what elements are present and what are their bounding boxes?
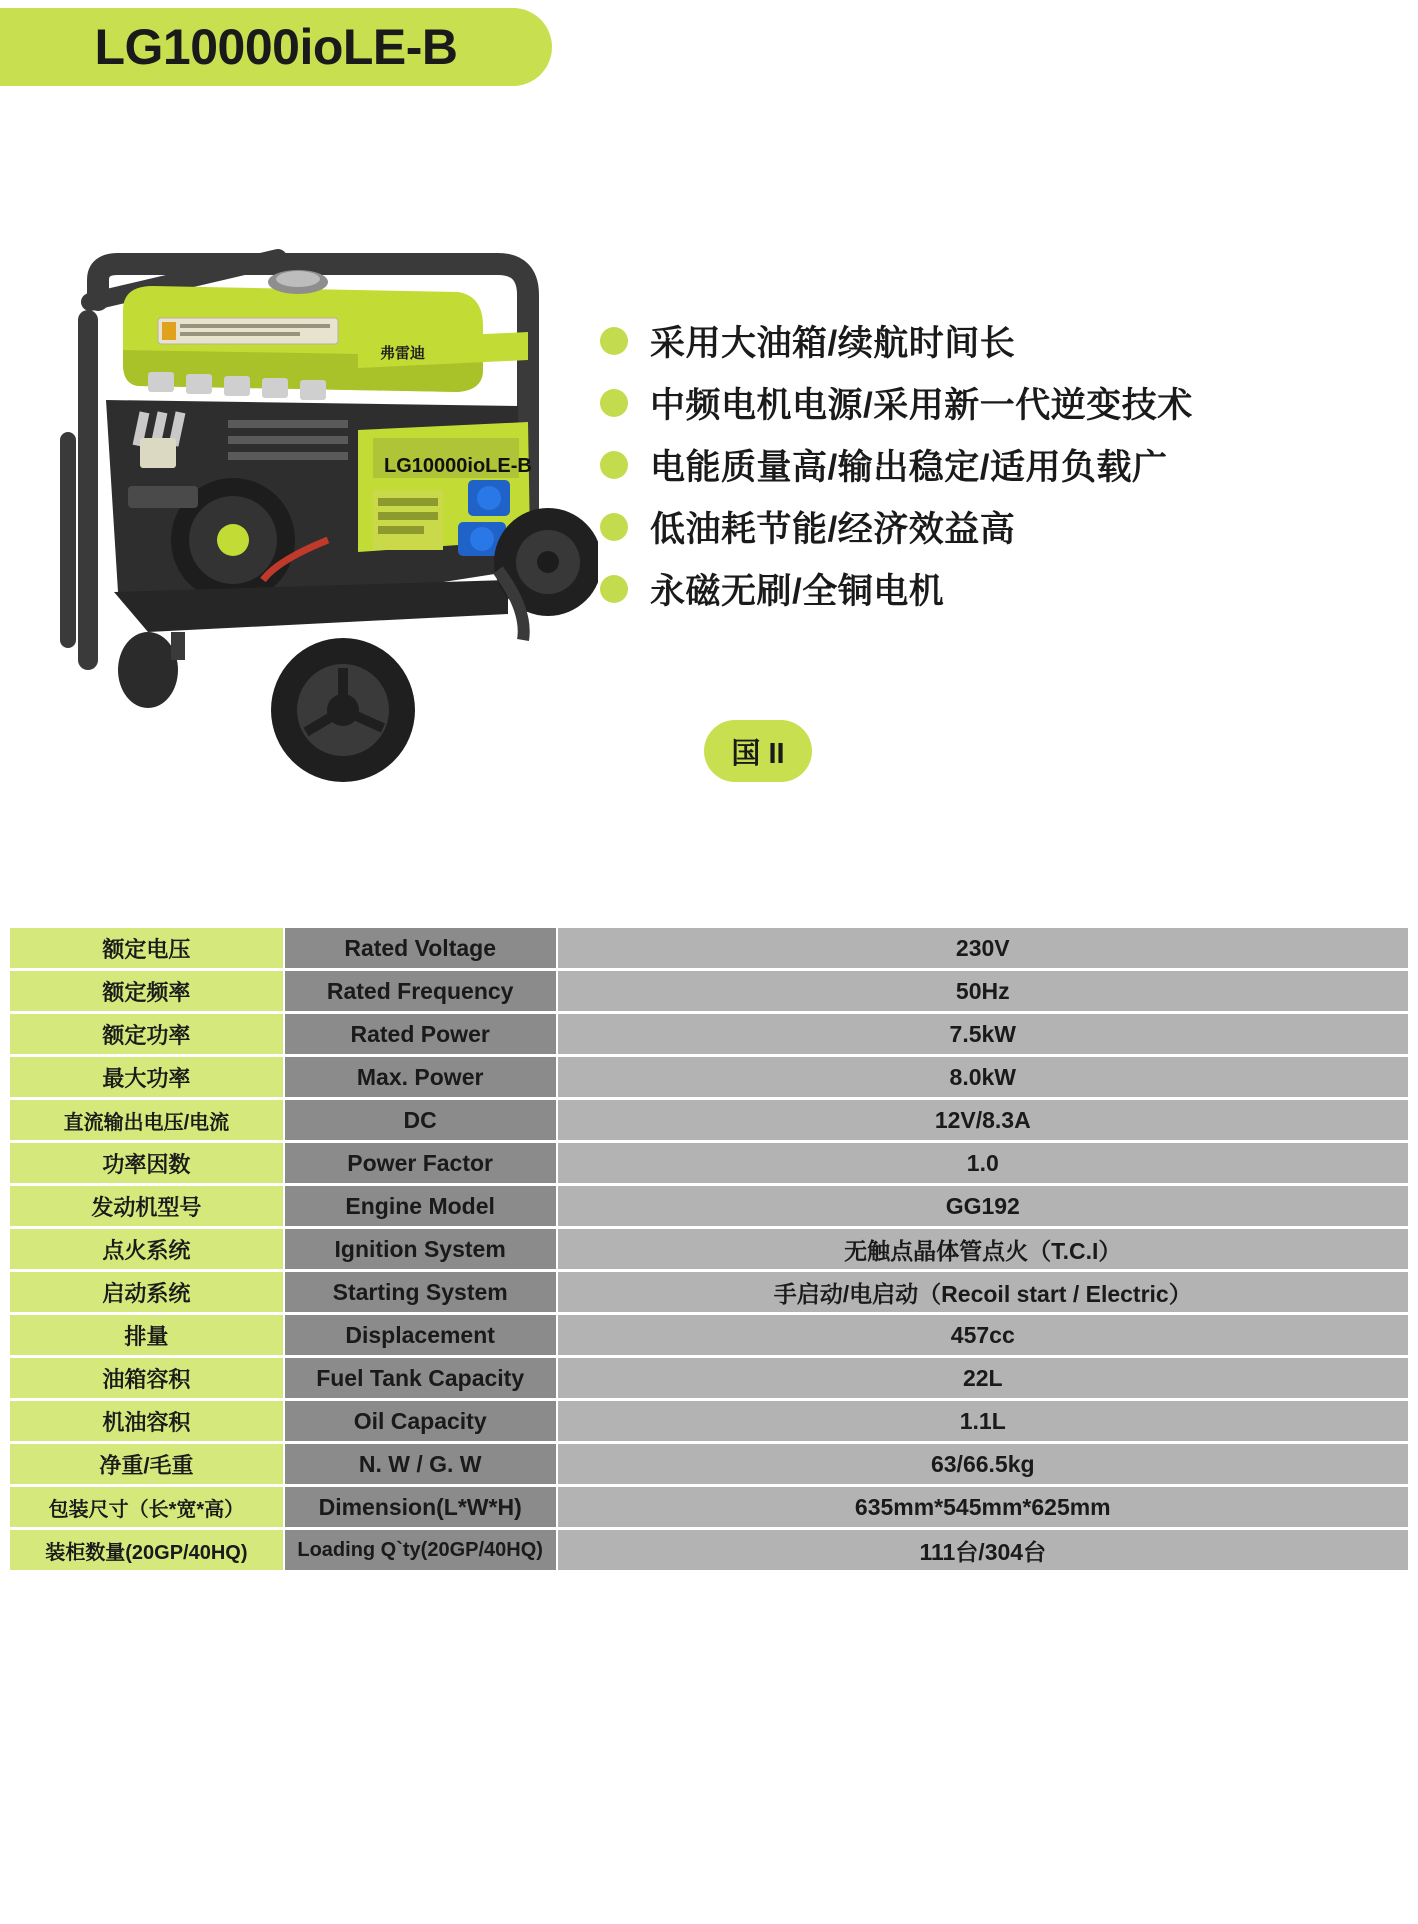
spec-label-en: Fuel Tank Capacity xyxy=(285,1358,556,1398)
feature-text: 中频电机电源/采用新一代逆变技术 xyxy=(650,386,1193,425)
table-row xyxy=(10,1530,1408,1570)
table-row xyxy=(10,1186,1408,1226)
spec-value: 457cc xyxy=(558,1315,1408,1355)
spec-label-en: Rated Frequency xyxy=(285,971,556,1011)
spec-value: 无触点晶体管点火（T.C.I） xyxy=(558,1229,1408,1269)
spec-value: 8.0kW xyxy=(558,1057,1408,1097)
list-item xyxy=(600,372,1400,434)
spec-label-cn: 额定功率 xyxy=(10,1014,283,1054)
specification-table xyxy=(8,925,1410,1573)
list-item xyxy=(600,496,1400,558)
svg-text:LG10000ioLE-B: LG10000ioLE-B xyxy=(384,455,532,477)
bullet-icon xyxy=(600,575,628,603)
list-item xyxy=(600,558,1400,620)
spec-value: 1.0 xyxy=(558,1143,1408,1183)
table-row xyxy=(10,1272,1408,1312)
spec-label-cn: 包装尺寸（长*宽*高） xyxy=(10,1487,283,1527)
table-row xyxy=(10,1401,1408,1441)
spec-label-cn: 发动机型号 xyxy=(10,1186,283,1226)
table-row xyxy=(10,928,1408,968)
spec-label-cn: 直流输出电压/电流 xyxy=(10,1100,283,1140)
spec-value: 635mm*545mm*625mm xyxy=(558,1487,1408,1527)
table-row xyxy=(10,971,1408,1011)
page-title-text: LG10000ioLE-B xyxy=(94,19,458,75)
table-row xyxy=(10,1315,1408,1355)
spec-label-en: Dimension(L*W*H) xyxy=(285,1487,556,1527)
spec-value: 12V/8.3A xyxy=(558,1100,1408,1140)
spec-label-en: Rated Power xyxy=(285,1014,556,1054)
table-row xyxy=(10,1143,1408,1183)
svg-text:弗雷迪: 弗雷迪 xyxy=(380,345,426,362)
feature-text: 低油耗节能/经济效益高 xyxy=(650,510,1016,549)
status-badge xyxy=(704,720,812,782)
product-image xyxy=(28,240,598,800)
spec-label-cn: 额定频率 xyxy=(10,971,283,1011)
spec-label-en: Starting System xyxy=(285,1272,556,1312)
spec-value: 63/66.5kg xyxy=(558,1444,1408,1484)
spec-label-en: Max. Power xyxy=(285,1057,556,1097)
table-row xyxy=(10,1444,1408,1484)
list-item xyxy=(600,310,1400,372)
spec-label-en: Displacement xyxy=(285,1315,556,1355)
spec-label-cn: 功率因数 xyxy=(10,1143,283,1183)
table-row xyxy=(10,1057,1408,1097)
spec-label-en: Loading Q`ty(20GP/40HQ) xyxy=(285,1530,556,1570)
spec-label-cn: 装柜数量(20GP/40HQ) xyxy=(10,1530,283,1570)
spec-value: GG192 xyxy=(558,1186,1408,1226)
spec-label-en: Rated Voltage xyxy=(285,928,556,968)
spec-value: 111台/304台 xyxy=(558,1530,1408,1570)
spec-value: 手启动/电启动（Recoil start / Electric） xyxy=(558,1272,1408,1312)
spec-label-cn: 排量 xyxy=(10,1315,283,1355)
spec-value: 230V xyxy=(558,928,1408,968)
spec-value: 1.1L xyxy=(558,1401,1408,1441)
spec-label-en: Power Factor xyxy=(285,1143,556,1183)
feature-text: 采用大油箱/续航时间长 xyxy=(650,324,1016,363)
table-row xyxy=(10,1358,1408,1398)
table-row xyxy=(10,1100,1408,1140)
feature-list xyxy=(600,310,1400,620)
spec-value: 7.5kW xyxy=(558,1014,1408,1054)
spec-label-cn: 点火系统 xyxy=(10,1229,283,1269)
spec-label-en: Engine Model xyxy=(285,1186,556,1226)
spec-label-cn: 机油容积 xyxy=(10,1401,283,1441)
table-row xyxy=(10,1014,1408,1054)
bullet-icon xyxy=(600,389,628,417)
status-badge-label: 国 II xyxy=(731,737,785,770)
list-item xyxy=(600,434,1400,496)
table-row xyxy=(10,1487,1408,1527)
spec-label-cn: 额定电压 xyxy=(10,928,283,968)
spec-label-cn: 启动系统 xyxy=(10,1272,283,1312)
bullet-icon xyxy=(600,327,628,355)
bullet-icon xyxy=(600,513,628,541)
spec-label-en: Ignition System xyxy=(285,1229,556,1269)
feature-text: 永磁无刷/全铜电机 xyxy=(650,572,945,611)
bullet-icon xyxy=(600,451,628,479)
spec-label-en: DC xyxy=(285,1100,556,1140)
spec-label-cn: 油箱容积 xyxy=(10,1358,283,1398)
generator-illustration xyxy=(28,240,598,800)
spec-label-cn: 净重/毛重 xyxy=(10,1444,283,1484)
spec-label-en: Oil Capacity xyxy=(285,1401,556,1441)
spec-value: 50Hz xyxy=(558,971,1408,1011)
table-row xyxy=(10,1229,1408,1269)
spec-value: 22L xyxy=(558,1358,1408,1398)
page-title xyxy=(0,8,552,86)
spec-label-en: N. W / G. W xyxy=(285,1444,556,1484)
feature-text: 电能质量高/输出稳定/适用负载广 xyxy=(650,448,1168,487)
spec-label-cn: 最大功率 xyxy=(10,1057,283,1097)
